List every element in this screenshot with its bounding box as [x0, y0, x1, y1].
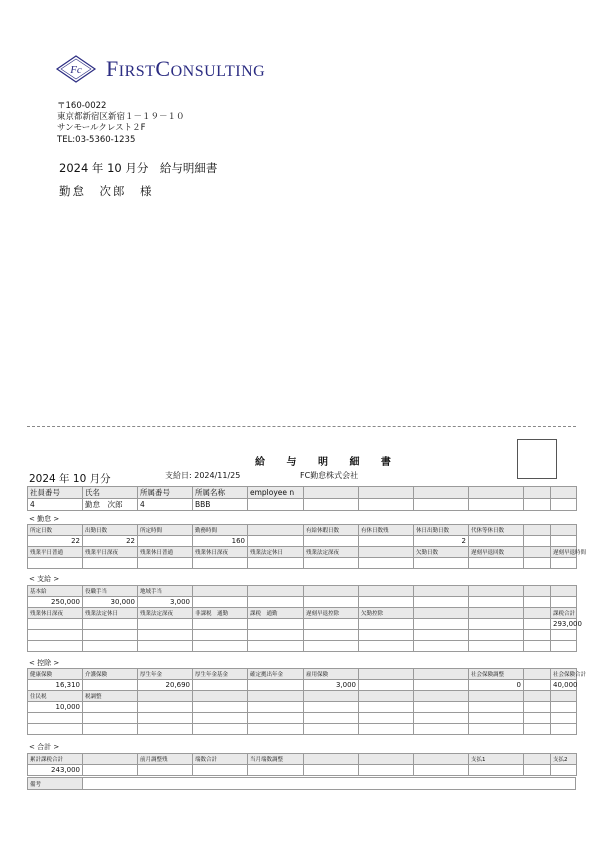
statement-title: 2024 年 10 月分 給与明細書: [59, 161, 218, 175]
header-cell: 出勤日数: [83, 525, 138, 536]
header-cell: 住民税: [28, 691, 83, 702]
value-cell: [304, 713, 359, 724]
value-cell: [359, 713, 414, 724]
value-cell: [359, 536, 414, 547]
value-cell: [551, 724, 577, 735]
header-cell: 支払2: [551, 754, 577, 765]
value-cell: [551, 630, 577, 641]
header-cell: [248, 586, 304, 597]
value-cell: [304, 597, 359, 608]
value-cell: [414, 724, 469, 735]
value-cell: [83, 724, 138, 735]
value-cell: [524, 558, 551, 569]
header-cell: [359, 669, 414, 680]
header-cell: [248, 525, 304, 536]
value-cell: 3,000: [138, 597, 193, 608]
header-cell: 雇用保険: [304, 669, 359, 680]
recipient-name: 勤怠 次郎 様: [59, 184, 154, 198]
totals-table: [27, 753, 577, 776]
company-logo: [56, 55, 265, 83]
value-cell: [414, 619, 469, 630]
header-cell: 氏名: [83, 487, 138, 499]
value-cell: 10,000: [28, 702, 83, 713]
value-cell: [551, 765, 577, 776]
header-cell: [551, 525, 577, 536]
value-cell: [304, 702, 359, 713]
value-cell: 4: [28, 499, 83, 511]
value-cell: [28, 630, 83, 641]
header-cell: 前月調整残: [138, 754, 193, 765]
header-cell: [551, 691, 577, 702]
value-cell: [28, 619, 83, 630]
header-cell: 残業法定休日: [83, 608, 138, 619]
value-cell: [469, 558, 524, 569]
header-cell: 地域手当: [138, 586, 193, 597]
slip-title: 給 与 明 細 書: [255, 457, 400, 468]
value-cell: [83, 630, 138, 641]
value-cell: [304, 499, 359, 511]
logo-mark-text: Fc: [70, 64, 82, 76]
value-cell: [414, 558, 469, 569]
value-cell: [414, 641, 469, 652]
header-cell: [469, 487, 524, 499]
value-cell: [469, 713, 524, 724]
header-cell: [248, 691, 304, 702]
header-cell: 課税合計: [551, 608, 577, 619]
address-street: 東京都新宿区新宿１－１９－１０: [57, 112, 185, 123]
attendance-table: [27, 524, 587, 569]
value-cell: [359, 499, 414, 511]
value-cell: [248, 619, 304, 630]
value-row: [28, 597, 577, 608]
header-cell: 勤務時間: [193, 525, 248, 536]
header-cell: [359, 691, 414, 702]
value-row: [28, 680, 577, 691]
header-cell: 累計課税合計: [28, 754, 83, 765]
header-cell: [469, 586, 524, 597]
value-cell: [83, 641, 138, 652]
remarks-table: [27, 777, 576, 790]
header-cell: 社員番号: [28, 487, 83, 499]
header-cell: [524, 691, 551, 702]
value-cell: 4: [138, 499, 193, 511]
value-cell: [138, 619, 193, 630]
value-cell: 2: [414, 536, 469, 547]
header-cell: [414, 669, 469, 680]
employee-table: [27, 486, 577, 511]
value-cell: [248, 630, 304, 641]
deductions-table: [27, 668, 587, 735]
header-cell: 介護保険: [83, 669, 138, 680]
header-cell: 所属名称: [193, 487, 248, 499]
value-cell: [551, 641, 577, 652]
header-cell: 非課税 通勤: [193, 608, 248, 619]
header-cell: 厚生年金基金: [193, 669, 248, 680]
value-cell: [193, 680, 248, 691]
value-cell: [248, 680, 304, 691]
header-row: [28, 669, 577, 680]
header-cell: 残業法定休日: [248, 547, 304, 558]
header-cell: 確定拠出年金: [248, 669, 304, 680]
value-cell: [193, 765, 248, 776]
value-cell: [551, 713, 577, 724]
value-cell: [193, 619, 248, 630]
value-row: [28, 702, 577, 713]
value-cell: 22: [28, 536, 83, 547]
header-cell: [304, 586, 359, 597]
value-cell: [414, 702, 469, 713]
value-row: [28, 619, 577, 630]
header-cell: [524, 586, 551, 597]
value-cell: [469, 630, 524, 641]
remarks-label: 備考: [28, 778, 83, 790]
value-cell: [83, 619, 138, 630]
value-cell: [83, 713, 138, 724]
header-cell: [414, 487, 469, 499]
header-row: [28, 691, 577, 702]
value-cell: [524, 597, 551, 608]
address-building: サンモールクレスト２F: [57, 123, 146, 134]
value-cell: [469, 765, 524, 776]
header-row: [28, 608, 577, 619]
header-cell: 代休等休日数: [469, 525, 524, 536]
value-cell: [138, 702, 193, 713]
value-cell: [248, 713, 304, 724]
value-cell: [551, 597, 577, 608]
value-cell: [524, 641, 551, 652]
header-cell: [524, 525, 551, 536]
value-cell: [193, 641, 248, 652]
header-cell: [469, 608, 524, 619]
value-cell: [551, 499, 577, 511]
value-cell: [83, 702, 138, 713]
header-cell: [414, 608, 469, 619]
address-phone: TEL:03-5360-1235: [57, 134, 136, 145]
value-cell: [193, 724, 248, 735]
value-cell: [193, 713, 248, 724]
value-cell: [28, 558, 83, 569]
value-cell: [524, 702, 551, 713]
value-cell: [414, 680, 469, 691]
brand-name: FIRSTCONSULTING: [106, 56, 266, 81]
header-cell: [524, 487, 551, 499]
header-cell: 課税 通勤: [248, 608, 304, 619]
header-cell: 残業平日深夜: [83, 547, 138, 558]
attendance-section-label: < 勤怠 >: [29, 515, 60, 523]
header-cell: 欠勤控除: [359, 608, 414, 619]
header-cell: [524, 608, 551, 619]
header-cell: 所定時間: [138, 525, 193, 536]
cut-line: [27, 426, 576, 427]
value-row: [28, 536, 577, 547]
value-cell: 3,000: [304, 680, 359, 691]
company-name: FC勤怠株式会社: [300, 471, 359, 480]
value-cell: 16,310: [28, 680, 83, 691]
value-cell: [469, 724, 524, 735]
pay-date: 支給日: 2024/11/25: [165, 471, 241, 480]
value-cell: [524, 713, 551, 724]
value-cell: [248, 724, 304, 735]
value-cell: [359, 702, 414, 713]
value-cell: [359, 630, 414, 641]
header-row: [28, 487, 577, 499]
value-cell: 30,000: [83, 597, 138, 608]
header-row: [28, 547, 577, 558]
value-cell: [138, 765, 193, 776]
value-cell: [304, 630, 359, 641]
header-row: [28, 525, 577, 536]
header-cell: [193, 691, 248, 702]
slip-month: 2024 年 10 月分: [29, 473, 111, 485]
value-cell: [414, 597, 469, 608]
value-cell: [469, 619, 524, 630]
value-row: [28, 765, 577, 776]
value-cell: [28, 724, 83, 735]
header-cell: [359, 547, 414, 558]
header-row: [28, 586, 577, 597]
header-cell: [304, 487, 359, 499]
header-cell: 休日出勤日数: [414, 525, 469, 536]
header-cell: 遅刻早退回数: [469, 547, 524, 558]
value-cell: [248, 597, 304, 608]
value-cell: [304, 641, 359, 652]
value-cell: [469, 702, 524, 713]
value-cell: [359, 597, 414, 608]
value-cell: [304, 724, 359, 735]
value-cell: [248, 641, 304, 652]
value-cell: [524, 499, 551, 511]
value-cell: [524, 630, 551, 641]
header-cell: [414, 691, 469, 702]
value-cell: [304, 765, 359, 776]
header-cell: 社会保険調整: [469, 669, 524, 680]
value-cell: [414, 499, 469, 511]
header-cell: 残業法定深夜: [138, 608, 193, 619]
value-cell: [193, 597, 248, 608]
payments-section-label: < 支給 >: [29, 575, 60, 583]
header-cell: 欠勤日数: [414, 547, 469, 558]
remarks-value: [83, 778, 576, 790]
header-cell: [304, 754, 359, 765]
value-cell: [524, 680, 551, 691]
value-cell: [248, 536, 304, 547]
header-cell: 残業休日普通: [138, 547, 193, 558]
value-row: [28, 713, 577, 724]
header-cell: 残業休日深夜: [193, 547, 248, 558]
value-cell: [469, 536, 524, 547]
value-cell: [414, 630, 469, 641]
company-address: [57, 101, 185, 146]
value-row: [28, 499, 577, 511]
header-cell: [359, 586, 414, 597]
header-cell: [359, 754, 414, 765]
value-cell: [138, 630, 193, 641]
header-cell: [83, 754, 138, 765]
value-row: [28, 558, 577, 569]
value-cell: 22: [83, 536, 138, 547]
value-cell: 勤怠 次郎: [83, 499, 138, 511]
value-row: [28, 630, 577, 641]
value-cell: [248, 765, 304, 776]
value-cell: [551, 702, 577, 713]
value-cell: 40,000: [551, 680, 577, 691]
value-cell: [83, 680, 138, 691]
value-cell: 243,000: [28, 765, 83, 776]
value-cell: [83, 558, 138, 569]
header-cell: 有休日数残: [359, 525, 414, 536]
header-cell: [551, 487, 577, 499]
logo-mark-icon: [56, 55, 96, 83]
value-cell: [248, 702, 304, 713]
header-cell: [414, 586, 469, 597]
value-row: [28, 641, 577, 652]
value-cell: [138, 724, 193, 735]
header-cell: [524, 669, 551, 680]
header-cell: 所属番号: [138, 487, 193, 499]
header-cell: 残業平日普通: [28, 547, 83, 558]
value-cell: [28, 641, 83, 652]
seal-box: [517, 439, 557, 479]
value-cell: [138, 713, 193, 724]
header-cell: [193, 586, 248, 597]
value-cell: [304, 558, 359, 569]
header-cell: 当月端数調整: [248, 754, 304, 765]
value-cell: [469, 499, 524, 511]
value-cell: [359, 680, 414, 691]
value-cell: [524, 724, 551, 735]
value-cell: [359, 619, 414, 630]
value-cell: [193, 702, 248, 713]
value-cell: [359, 724, 414, 735]
value-cell: [248, 499, 304, 511]
value-cell: BBB: [193, 499, 248, 511]
value-cell: [524, 619, 551, 630]
value-cell: [304, 619, 359, 630]
value-row: [28, 724, 577, 735]
value-cell: [304, 536, 359, 547]
value-cell: [138, 536, 193, 547]
value-cell: [138, 641, 193, 652]
value-cell: [193, 558, 248, 569]
header-cell: 役職手当: [83, 586, 138, 597]
value-cell: [551, 558, 577, 569]
header-cell: 支払1: [469, 754, 524, 765]
payments-table: [27, 585, 582, 652]
header-cell: [138, 691, 193, 702]
header-cell: [524, 754, 551, 765]
header-cell: 残業休日深夜: [28, 608, 83, 619]
value-cell: 293,000: [551, 619, 577, 630]
value-cell: 20,690: [138, 680, 193, 691]
totals-section-label: < 合計 >: [29, 743, 60, 751]
value-cell: [138, 558, 193, 569]
header-cell: 健康保険: [28, 669, 83, 680]
value-cell: [359, 765, 414, 776]
value-cell: [414, 713, 469, 724]
address-postal: 〒160-0022: [57, 101, 107, 111]
value-cell: [359, 641, 414, 652]
header-cell: [359, 487, 414, 499]
value-cell: [193, 630, 248, 641]
value-cell: [248, 558, 304, 569]
header-cell: 社会保険合計: [551, 669, 577, 680]
header-cell: [524, 547, 551, 558]
header-cell: 遅刻早退時間: [551, 547, 577, 558]
value-cell: [551, 536, 577, 547]
value-cell: [469, 597, 524, 608]
value-cell: [524, 536, 551, 547]
header-cell: [469, 691, 524, 702]
header-cell: employee n: [248, 487, 304, 499]
value-cell: 0: [469, 680, 524, 691]
header-cell: 基本給: [28, 586, 83, 597]
header-cell: 端数合計: [193, 754, 248, 765]
value-cell: [28, 713, 83, 724]
value-cell: [83, 765, 138, 776]
header-row: [28, 754, 577, 765]
value-cell: 160: [193, 536, 248, 547]
header-cell: 遅刻早退控除: [304, 608, 359, 619]
value-cell: 250,000: [28, 597, 83, 608]
header-cell: [304, 691, 359, 702]
value-cell: [359, 558, 414, 569]
header-cell: 厚生年金: [138, 669, 193, 680]
header-cell: 有給休暇日数: [304, 525, 359, 536]
header-cell: [414, 754, 469, 765]
header-cell: 残業法定深夜: [304, 547, 359, 558]
header-cell: [551, 586, 577, 597]
header-cell: 税調整: [83, 691, 138, 702]
value-cell: [414, 765, 469, 776]
value-cell: [524, 765, 551, 776]
header-cell: 所定日数: [28, 525, 83, 536]
value-cell: [469, 641, 524, 652]
deductions-section-label: < 控除 >: [29, 659, 60, 667]
